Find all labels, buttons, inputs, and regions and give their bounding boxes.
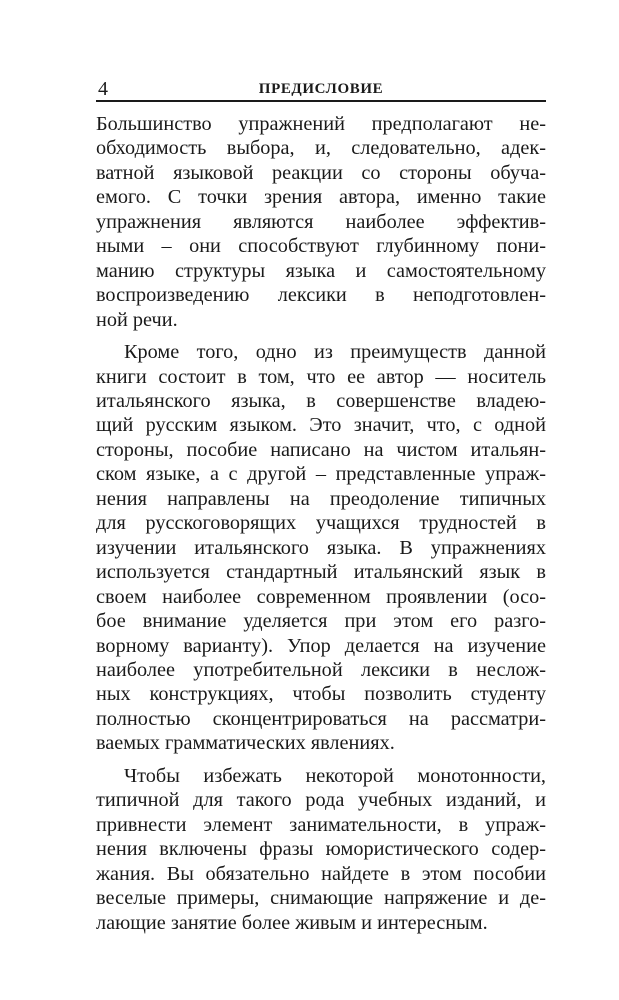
body-text	[96, 112, 546, 935]
text-line: полностью сконцентрироваться на рассматри-	[96, 707, 546, 730]
text-line: Чтобы избежать некоторой монотонности,	[124, 764, 546, 787]
running-header	[96, 78, 546, 102]
text-line: бое внимание уделяется при этом его разго-	[96, 610, 546, 633]
text-line: ваемых грамматических явлениях.	[96, 732, 395, 755]
text-line: жания. Вы обязательно найдете в этом пособии	[96, 862, 546, 885]
text-line: Кроме того, одно из преимуществ данной	[124, 341, 546, 364]
text-line: Большинство упражнений предполагают не-	[96, 113, 546, 135]
text-line: стороны, пособие написано на чистом итальян-	[96, 438, 546, 461]
text-line: привнести элемент занимательности, в упраж-	[96, 813, 546, 836]
text-line: типичной для такого рода учебных изданий, и	[96, 789, 546, 812]
text-line: щий русским языком. Это значит, что, с одной	[96, 414, 546, 437]
text-line: своем наиболее современном проявлении (осо-	[96, 585, 546, 608]
page-number: 4	[98, 78, 108, 100]
text-line: нения включены фразы юмористического содер-	[96, 838, 546, 861]
text-line: нения направлены на преодоление типичных	[96, 487, 546, 510]
text-line: веселые примеры, снимающие напряжение и де-	[96, 887, 546, 910]
text-line: упражнения являются наиболее эффектив-	[96, 210, 546, 233]
paragraph-3	[96, 764, 546, 935]
paragraph-2	[96, 340, 546, 756]
text-line: ском языке, а с другой – представленные упраж-	[96, 463, 546, 486]
text-line: воспроизведению лексики в неподготовлен-	[96, 284, 546, 307]
text-line: обходимость выбора, и, следовательно, адек-	[96, 137, 546, 160]
book-page	[96, 78, 546, 935]
text-line: итальянского языка, в совершенстве владею-	[96, 389, 546, 412]
text-line: емого. С точки зрения автора, именно такие	[96, 186, 546, 209]
text-line: лающие занятие более живым и интересным.	[96, 911, 488, 934]
chapter-title: ПРЕДИСЛОВИЕ	[258, 81, 384, 97]
text-line: ными – они способствуют глубинному пони-	[96, 235, 546, 258]
text-line: книги состоит в том, что ее автор — носитель	[96, 365, 546, 388]
paragraph-1	[96, 112, 546, 332]
text-line: используется стандартный итальянский язык в	[96, 561, 546, 584]
text-line: ватной языковой реакции со стороны обуча-	[96, 161, 546, 184]
text-line: ной речи.	[96, 308, 178, 331]
text-line: ворному варианту). Упор делается на изучение	[96, 634, 546, 657]
text-line: для русскоговорящих учащихся трудностей в	[96, 512, 546, 535]
text-line: ных конструкциях, чтобы позволить студенту	[96, 683, 546, 706]
text-line: манию структуры языка и самостоятельному	[96, 259, 546, 282]
text-line: наиболее употребительной лексики в неслож-	[96, 658, 546, 681]
text-line: изучении итальянского языка. В упражнениях	[96, 536, 546, 559]
